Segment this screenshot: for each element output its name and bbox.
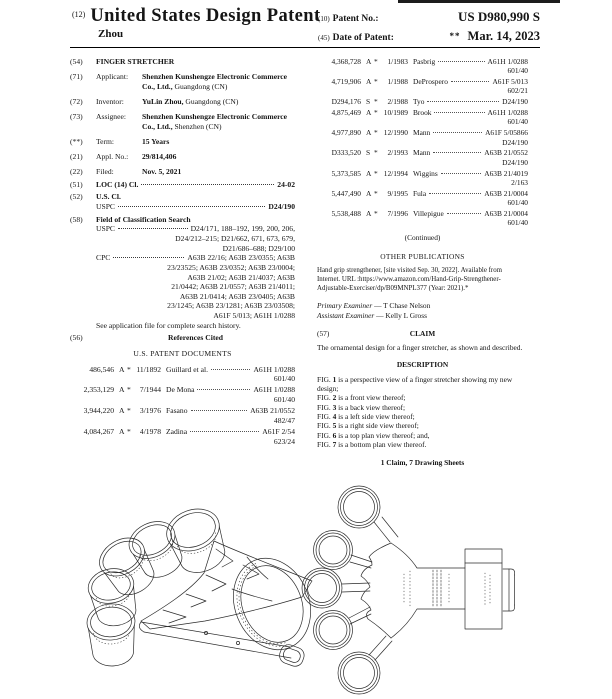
ref-date: 2/1993: [387, 148, 408, 158]
ref-name: De Mona: [166, 385, 195, 395]
claim-text: The ornamental design for a finger stretcher, as shown and described.: [317, 343, 523, 353]
ref-kind-code: A: [119, 385, 125, 395]
dot-leader: [211, 369, 250, 370]
section-code: (22): [70, 167, 83, 177]
publication-line: Adjustable-Exerciser/dp/B09MNPL377 (Year: 2021).*: [317, 285, 469, 293]
patent-ref-row: [327, 57, 528, 76]
section-73-assignee: [70, 112, 295, 131]
patent-ref-row: [327, 189, 528, 208]
filed-value: Nov. 5, 2021: [142, 167, 182, 177]
section-code: (73): [70, 112, 83, 122]
patent-ref-row: [80, 406, 295, 425]
fig-description-line: FIG. 5 is a right side view thereof;: [317, 421, 419, 431]
section-code: (56): [70, 333, 83, 343]
figure-descriptions: [317, 375, 528, 450]
ref-number: 4,084,267: [83, 427, 114, 436]
claim-heading-row: [317, 329, 528, 338]
ref-star: *: [374, 97, 378, 107]
dot-leader: [451, 81, 490, 82]
ref-class-2: 482/47: [273, 415, 295, 425]
ref-date: 7/1996: [387, 208, 408, 218]
section-51-loc: [70, 180, 295, 190]
section-72-inventor: [70, 97, 295, 107]
references-cited-heading: References Cited: [168, 333, 223, 343]
section-term: [70, 137, 295, 147]
dot-leader: [433, 132, 482, 133]
section-52-us-cl: [70, 192, 295, 211]
publication-line: Hand grip strengthener, [site visited Sep. 30, 2022]. Available from: [317, 267, 503, 275]
inventor-label: Inventor:: [96, 96, 124, 106]
kind-code-12: (12): [72, 10, 86, 19]
fig-description-line: FIG. 4 is a left side view thereof;: [317, 412, 415, 422]
section-21-appl-no: [70, 152, 295, 162]
patent-no-label: (10) Patent No.:: [318, 14, 379, 24]
us-patent-documents-heading: U.S. PATENT DOCUMENTS: [133, 349, 232, 359]
invention-title: FINGER STRETCHER: [96, 57, 175, 66]
ref-class-2: 602/21: [507, 86, 528, 96]
cpc-search-line: A63B 21/0414; A63B 23/0405; A63B: [179, 291, 295, 301]
ref-date: 12/1990: [383, 128, 408, 138]
fig-description-line: FIG. 6 is a top plan view thereof; and,: [317, 430, 430, 440]
assignee-label: Assignee:: [96, 112, 126, 122]
ref-star: *: [374, 108, 378, 118]
section-code-57: (57): [317, 328, 330, 338]
ref-kind-code: A: [366, 108, 372, 118]
ref-star: *: [374, 77, 378, 87]
ref-number: 5,373,585: [331, 168, 361, 178]
ref-number: 2,353,129: [83, 385, 114, 395]
ref-date: 9/1995: [387, 188, 408, 198]
fig-description-line: FIG. 7 is a bottom plan view thereof.: [317, 440, 427, 450]
fig-description-line: FIG. 1 is a perspective view of a finger stretcher showing my new design;: [317, 374, 513, 394]
dot-leader: [141, 184, 274, 185]
ref-class-2: 601/40: [507, 66, 528, 76]
ref-class-2: 601/40: [507, 117, 528, 127]
ref-class-2: 601/40: [273, 374, 295, 384]
appl-no-label: Appl. No.:: [96, 151, 129, 161]
patent-ref-row: [80, 365, 295, 384]
ref-star: *: [374, 208, 378, 218]
references-list-right: [317, 57, 528, 228]
ref-class-2: 601/40: [273, 395, 295, 405]
code-45: (45): [318, 34, 330, 42]
section-54-title: [70, 57, 295, 67]
ref-star: *: [127, 364, 131, 374]
uspc-value: D24/190: [268, 202, 295, 212]
document-header: [72, 6, 321, 40]
cpc-search-line: 21/0442; A63B 21/0557; A63B 21/4011;: [171, 282, 295, 292]
section-code: (21): [70, 151, 83, 161]
ref-kind-code: A: [119, 406, 125, 416]
ref-class-2: 623/24: [273, 436, 295, 446]
uspc-search-label: USPC: [96, 224, 115, 234]
ref-number: 5,538,488: [331, 208, 361, 218]
cpc-search-label: CPC: [96, 253, 111, 263]
ref-class: A61F 5/013: [492, 77, 528, 87]
patent-ref-row: [80, 427, 295, 446]
patent-ref-row: [327, 169, 528, 188]
ref-class-2: 601/40: [507, 218, 528, 228]
ref-number: D333,520: [331, 148, 361, 158]
right-column: [317, 57, 528, 468]
ref-class: A61F 5/05866: [485, 128, 528, 138]
ref-date: 11/1892: [136, 364, 161, 374]
ref-star: *: [374, 148, 378, 158]
dot-leader: [118, 206, 265, 207]
uspc-label: USPC: [96, 202, 115, 212]
appl-no-value: 29/814,406: [142, 151, 177, 161]
dot-leader: [441, 173, 482, 174]
dot-leader: [438, 61, 484, 62]
ref-number: 5,447,490: [331, 188, 361, 198]
header-divider-rule: [70, 47, 540, 48]
ref-date: 1/1988: [387, 77, 408, 87]
continued-note: (Continued): [404, 232, 441, 242]
patent-ref-row: [327, 148, 528, 167]
ref-kind-code: A: [119, 427, 125, 436]
ref-class-2: D24/190: [502, 157, 528, 167]
dot-leader: [197, 389, 250, 390]
ref-number: 3,944,220: [83, 406, 114, 416]
patent-ref-row: [327, 209, 528, 228]
ref-date: 4/1978: [139, 427, 161, 436]
fig-perspective-view: [85, 502, 324, 669]
ref-name: Guillard et al.: [166, 364, 208, 374]
patent-figure-drawing: [0, 477, 612, 699]
ref-name: Pasbrig: [413, 57, 436, 66]
ref-kind-code: A: [366, 57, 372, 66]
ref-class: A63B 21/4019: [484, 168, 528, 178]
ref-star: *: [127, 406, 131, 416]
left-column: [70, 57, 295, 448]
section-58-field-of-search: [70, 215, 295, 331]
references-list-left: [70, 365, 295, 447]
patent-ref-row: [327, 108, 528, 127]
section-code: (58): [70, 214, 83, 224]
ref-kind-code: A: [366, 168, 372, 178]
ref-name: Mann: [413, 128, 431, 138]
ref-kind-code: A: [366, 128, 372, 138]
claim-heading: CLAIM: [409, 328, 436, 338]
ref-class: D24/190: [502, 97, 528, 107]
ref-number: 4,719,906: [331, 77, 361, 87]
ref-name: Zadina: [166, 427, 188, 436]
patent-ref-row: [327, 128, 528, 147]
ref-name: Fasano: [166, 406, 188, 416]
dot-leader: [433, 152, 481, 153]
ref-number: 486,546: [89, 364, 114, 374]
patent-number: US D980,990 S: [458, 9, 540, 24]
ref-class: A63B 21/0004: [484, 208, 528, 218]
document-title: United States Design Patent: [90, 6, 321, 26]
patent-ref-row: [327, 97, 528, 106]
ref-name: Fula: [413, 188, 427, 198]
ref-name: Mann: [413, 148, 431, 158]
ref-star: *: [374, 128, 378, 138]
ref-number: 4,977,890: [331, 128, 361, 138]
term-value: 15 Years: [142, 136, 170, 146]
fig-description-line: FIG. 3 is a back view thereof;: [317, 402, 406, 412]
loc-value: 24-02: [277, 179, 295, 189]
description-heading-row: [317, 360, 528, 369]
search-history-note: See application file for complete search history.: [96, 320, 241, 330]
ref-star: *: [127, 385, 131, 395]
ref-star: *: [127, 427, 131, 436]
dot-leader: [434, 112, 484, 113]
primary-examiner-line: Primary Examiner — T Chase Nelson: [317, 301, 431, 311]
section-code: (52): [70, 192, 83, 202]
term-label: Term:: [96, 136, 115, 146]
section-code: (71): [70, 72, 83, 82]
ref-class-2: 601/40: [507, 198, 528, 208]
uspc-search-line: D21/686–688; D29/100: [222, 243, 295, 253]
ref-name: Villepigue: [413, 208, 444, 218]
section-code: (51): [70, 179, 83, 189]
section-56-references: [70, 333, 295, 345]
cpc-search-line: A61F 5/013; A61H 1/0288: [213, 311, 295, 321]
description-heading: DESCRIPTION: [396, 360, 449, 370]
publication-line: Internet. URL :https://www.amazon.com/Hand-Grip-Strengthener-: [317, 276, 501, 284]
ref-date: 10/1989: [383, 108, 408, 118]
section-code: (54): [70, 57, 83, 66]
inventor-surname: Zhou: [98, 28, 124, 40]
cpc-search-line: 23/1245; A63B 23/1281; A63B 23/03508;: [167, 301, 295, 311]
ref-name: Tyo: [413, 97, 425, 107]
term-extension-stars: **: [449, 31, 461, 41]
patent-ref-row: [80, 385, 295, 404]
claims-sheets-note: 1 Claim, 7 Drawing Sheets: [380, 458, 465, 468]
header-right-block: [318, 9, 540, 47]
patent-ref-row: [327, 77, 528, 96]
date-of-patent-value: ** Mar. 14, 2023: [449, 29, 540, 43]
ref-class: A61H 1/0288: [487, 57, 528, 66]
dot-leader: [191, 410, 248, 411]
ref-name: DeProspero: [413, 77, 448, 87]
ref-date: 3/1976: [139, 406, 161, 416]
ref-name: Brook: [413, 108, 432, 118]
ref-date: 2/1988: [387, 97, 408, 107]
cpc-search-line: A63B 22/16; A63B 23/0355; A63B: [187, 253, 295, 263]
code-10: (10): [318, 15, 330, 23]
ref-class-2: D24/190: [502, 137, 528, 147]
uspc-search-line: D24/212–215; D21/662, 671, 673, 679,: [175, 233, 295, 243]
ref-kind-code: A: [366, 208, 372, 218]
assignee-value: Shenzhen Kunshengze Electronic Commerce Co., Ltd., Shenzhen (CN): [142, 112, 288, 131]
dot-leader: [427, 101, 499, 102]
ref-star: *: [374, 57, 378, 66]
field-search-label: Field of Classification Search: [96, 214, 191, 224]
ref-kind-code: A: [366, 188, 372, 198]
ref-number: D294,176: [331, 97, 361, 107]
ref-kind-code: A: [366, 77, 372, 87]
ref-class: A61H 1/0288: [253, 364, 295, 374]
section-22-filed: [70, 167, 295, 177]
ref-class: A63B 21/0552: [250, 406, 295, 416]
cpc-search-line: A63B 21/02; A63B 21/4037; A63B: [187, 272, 295, 282]
ref-star: *: [374, 188, 378, 198]
dot-leader: [190, 431, 259, 432]
assistant-examiner-line: Assistant Examiner — Kelly L Gross: [317, 311, 427, 321]
ref-name: Wiggins: [413, 168, 438, 178]
ref-date: 12/1994: [383, 168, 408, 178]
us-cl-label: U.S. Cl.: [96, 192, 121, 202]
dot-leader: [113, 257, 184, 258]
other-publications-heading: OTHER PUBLICATIONS: [380, 251, 465, 261]
section-code: (72): [70, 96, 83, 106]
applicant-label: Applicant:: [96, 72, 129, 82]
uspc-search-line: D24/171, 188–192, 199, 200, 206,: [190, 224, 295, 234]
dot-leader: [447, 213, 482, 214]
date-of-patent-label: (45) Date of Patent:: [318, 33, 394, 43]
ref-number: 4,368,728: [331, 57, 361, 66]
barcode-sliver: [398, 0, 560, 3]
applicant-value: Shenzhen Kunshengze Electronic Commerce Co., Ltd., Guangdong (CN): [142, 72, 288, 91]
ref-class: A63B 21/0552: [484, 148, 528, 158]
section-code: (**): [70, 136, 83, 146]
ref-date: 7/1944: [139, 385, 161, 395]
fig-description-line: FIG. 2 is a front view thereof;: [317, 393, 406, 403]
section-71-applicant: [70, 72, 295, 91]
dot-leader: [118, 228, 188, 229]
dot-leader: [429, 193, 481, 194]
ref-class: A61F 2/54: [262, 427, 295, 436]
ref-kind-code: S: [366, 97, 371, 107]
loc-label: LOC (14) Cl.: [96, 179, 139, 189]
ref-class: A61H 1/0288: [253, 385, 295, 395]
filed-label: Filed:: [96, 167, 114, 177]
fig-plan-view: [302, 486, 515, 694]
ref-class: A61H 1/0288: [487, 108, 528, 118]
cpc-search-line: 23/23525; A63B 23/0352; A63B 23/0004;: [167, 262, 295, 272]
ref-class: A63B 21/0004: [484, 188, 528, 198]
ref-date: 1/1983: [387, 57, 408, 66]
other-publications-text: [317, 267, 528, 294]
inventor-value: YuLin Zhou, Guangdong (CN): [142, 96, 239, 106]
ref-kind-code: A: [119, 364, 125, 374]
ref-class-2: 2/163: [511, 177, 528, 187]
ref-star: *: [374, 168, 378, 178]
ref-number: 4,875,469: [331, 108, 361, 118]
ref-kind-code: S: [366, 148, 371, 158]
